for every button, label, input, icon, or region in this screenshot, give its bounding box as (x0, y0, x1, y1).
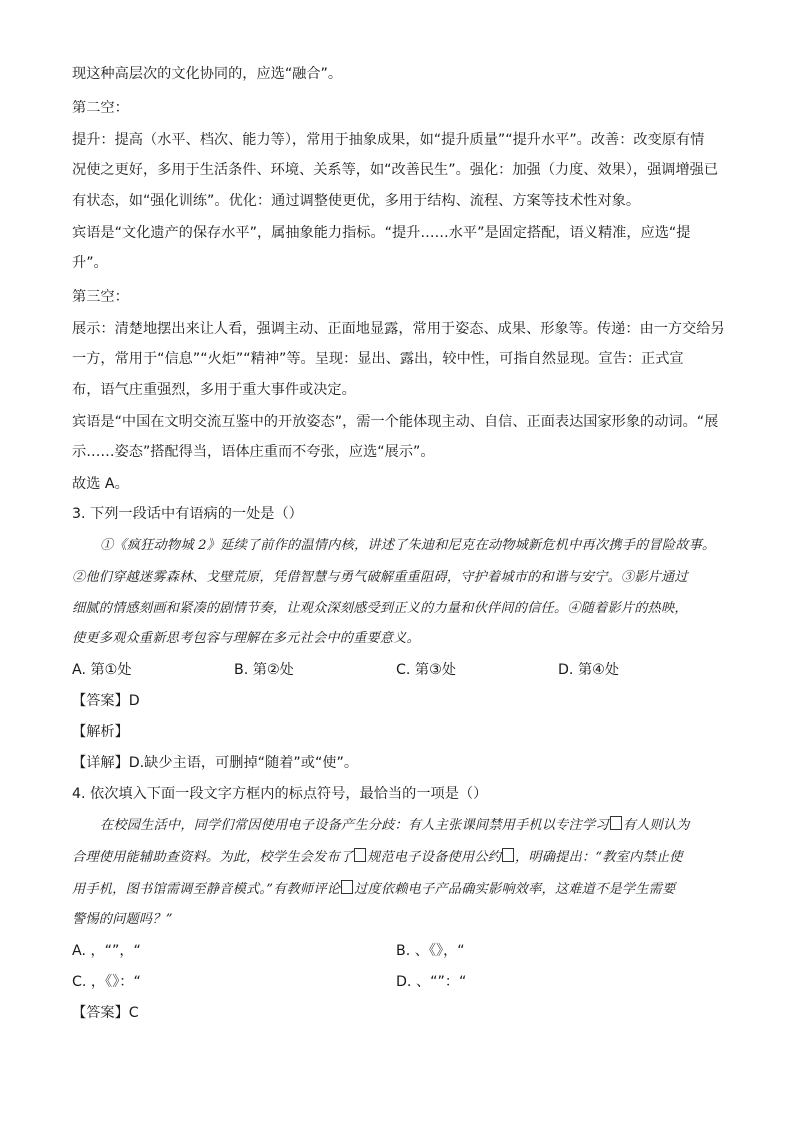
text-line: 现这种高层次的文化协同的，应选“融合”。 (72, 66, 343, 82)
passage-text: 有人则认为 (622, 818, 690, 833)
text-line: 升”。 (72, 255, 108, 271)
question-3-passage-line: 细腻的情感刻画和紧凑的剧情节奏，让观众深刻感受到正义的力量和伙伴间的信任。④随着影片的热映， (72, 601, 688, 616)
question-3-option-a: A. 第①处 (72, 662, 132, 678)
text-line: 宾语是“文化遗产的保存水平”，属抽象能力指标。“提升……水平”是固定搭配，语义精准，应选“提 (72, 225, 691, 241)
answer-3: 【答案】D (72, 693, 140, 709)
text-line: 故选 A。 (72, 476, 129, 492)
analysis-heading: 【解析】 (72, 724, 129, 740)
text-line: 提升：提高（水平、档次、能力等），常用于抽象成果，如“提升质量”“提升水平”。改善：改变原有情 (72, 132, 705, 148)
question-4-passage-line: 警惕的问题吗？” (72, 912, 173, 927)
question-4-stem: 4. 依次填入下面一段文字方框内的标点符号，最恰当的一项是（） (72, 786, 488, 802)
section-heading: 第二空： (72, 100, 129, 116)
passage-text: 用手机，图书馆需调至静音模式。”有教师评论 (72, 882, 341, 897)
question-3-passage-line: ①《疯狂动物城 2》延续了前作的温情内核，讲述了朱迪和尼克在动物城新危机中再次携手的冒险故事。 (100, 538, 716, 553)
passage-text: 过度依赖电子产品确实影响效率，这难道不是学生需要 (354, 882, 676, 897)
text-line: 有状态，如“强化训练”。优化：通过调整使更优，多用于结构、流程、方案等技术性对象。 (72, 193, 641, 209)
passage-text: 在校园生活中，同学们常因使用电子设备产生分歧：有人主张课间禁用手机以专注学习 (100, 818, 609, 833)
question-4-passage-line (72, 880, 675, 900)
blank-box (502, 848, 514, 862)
section-heading: 第三空： (72, 289, 129, 305)
text-line: 一方，常用于“信息”“火炬”“精神”等。呈现：显出、露出，较中性，可指自然显现。宣告：正式宣 (72, 351, 684, 367)
detail-3: 【详解】D.缺少主语，可删掉“随着”或“使”。 (72, 755, 359, 771)
text-line: 宾语是“中国在文明交流互鉴中的开放姿态”，需一个能体现主动、自信、正面表达国家形象的动词。“展 (72, 414, 719, 430)
question-4-passage-line (72, 848, 683, 868)
blank-box (610, 816, 622, 830)
blank-box (354, 848, 366, 862)
question-4-option-b: B. 、《》，“ (396, 943, 465, 959)
text-line: 况使之更好，多用于生活条件、环境、关系等，如“改善民生”。强化：加强（力度、效果），强调增强已 (72, 162, 719, 178)
question-3-option-c: C. 第③处 (396, 662, 457, 678)
question-4-option-a: A. ，“”，“ (72, 943, 141, 959)
passage-text: 规范电子设备使用公约 (367, 850, 502, 865)
passage-text: 合理使用能辅助查资料。为此，校学生会发布了 (72, 850, 354, 865)
question-3-option-b: B. 第②处 (234, 662, 294, 678)
text-line: 展示：清楚地摆出来让人看，强调主动、正面地显露，常用于姿态、成果、形象等。传递：由一方交给另 (72, 321, 725, 337)
question-3-stem: 3. 下列一段话中有语病的一处是（） (72, 506, 303, 522)
question-4-passage-line (100, 816, 690, 836)
question-4-option-c: C. ，《》：“ (72, 974, 141, 990)
text-line: 示……姿态”搭配得当，语体庄重而不夸张，应选“展示”。 (72, 444, 435, 460)
question-3-passage-line: ②他们穿越迷雾森林、戈壁荒原，凭借智慧与勇气破解重重阻碍，守护着城市的和谐与安宁。③影片通过 (72, 570, 688, 585)
question-3-passage-line: 使更多观众重新思考包容与理解在多元社会中的重要意义。 (72, 631, 421, 646)
blank-box (341, 880, 353, 894)
text-line: 布，语气庄重强烈，多用于重大事件或决定。 (72, 382, 356, 398)
passage-text: ，明确提出：“教室内禁止使 (515, 850, 683, 865)
answer-4: 【答案】C (72, 1005, 139, 1021)
question-4-option-d: D. 、“”：“ (396, 974, 467, 990)
question-3-option-d: D. 第④处 (558, 662, 620, 678)
